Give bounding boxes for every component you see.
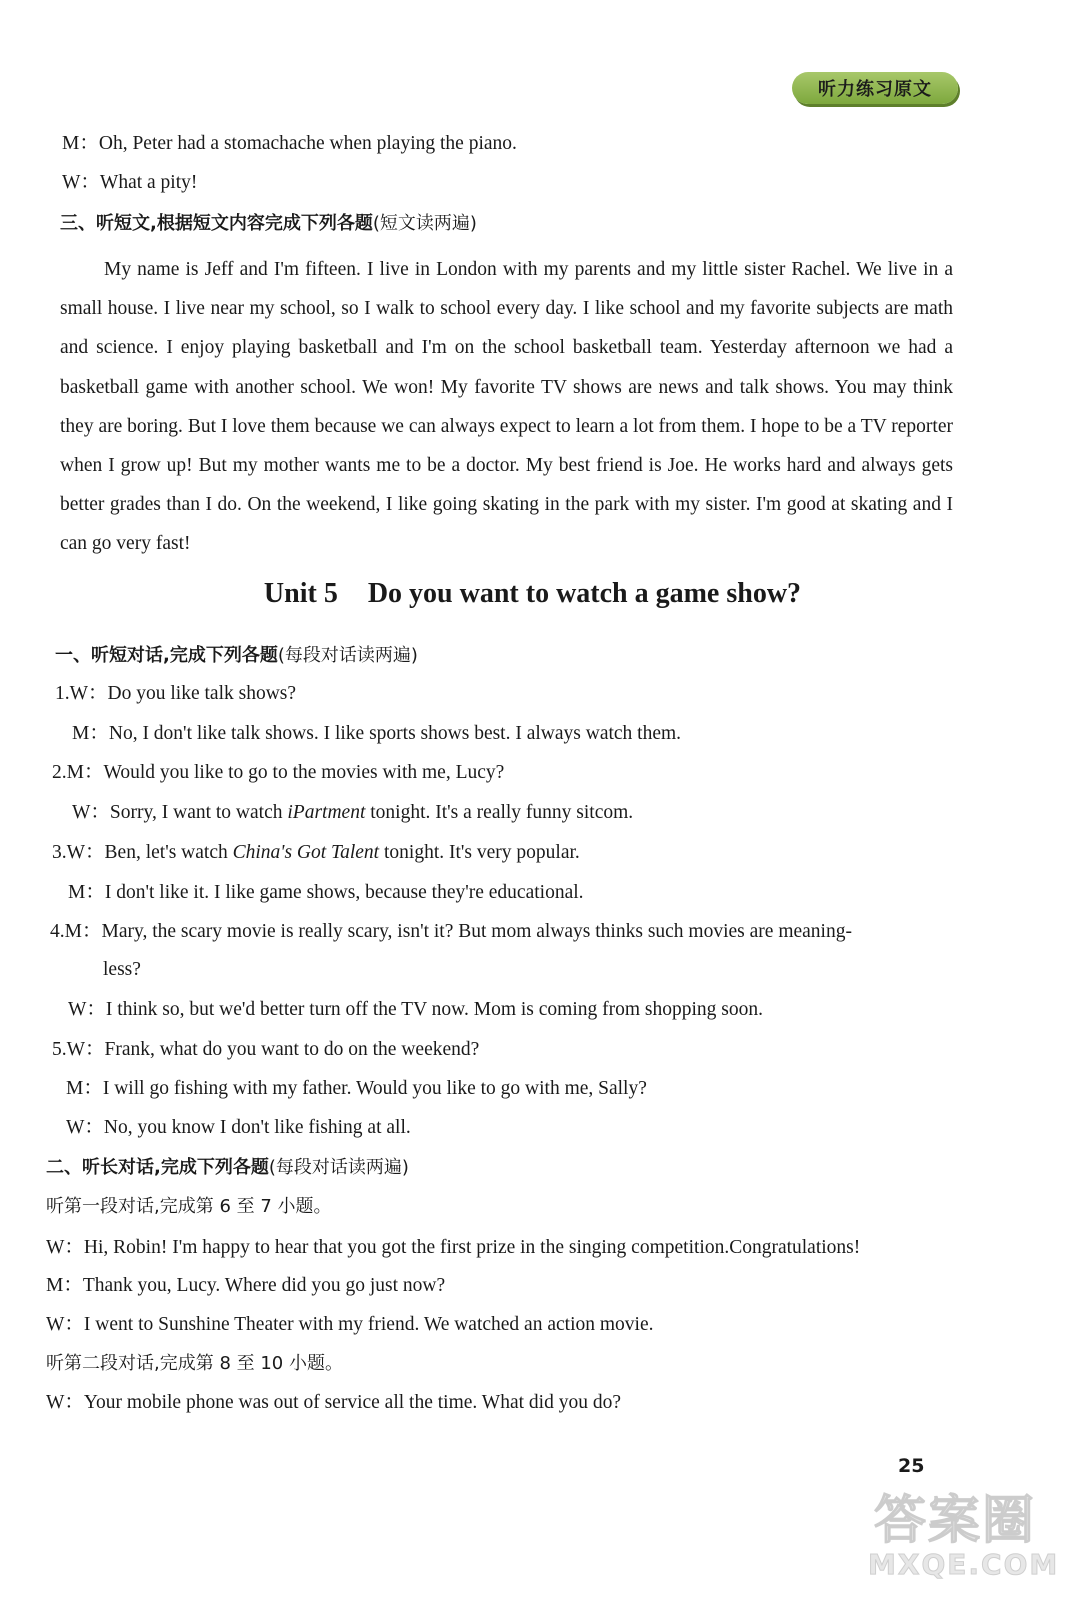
dialogue-text: Ben, let's watch — [104, 842, 233, 863]
unit-title — [0, 578, 1065, 610]
dialogue-line: W：What a pity! — [62, 170, 197, 196]
dialogue-line: 4.M：Mary, the scary movie is really scary, isn't it? But mom always thinks such movies are meaning- — [50, 921, 852, 942]
dialogue-text: No, I don't like talk shows. I like sports shows best. I always watch them. — [108, 723, 682, 744]
dialogue-text: No, you know I don't like fishing at all. — [103, 1117, 411, 1138]
section-heading — [55, 643, 418, 669]
speaker-label: M — [66, 1078, 84, 1099]
dialogue-text: What a pity! — [99, 172, 198, 193]
speaker-label: W — [69, 683, 89, 704]
dialogue-line: 2.M：Would you like to go to the movies with me, Lucy? — [52, 762, 505, 783]
item-number: 4. — [50, 921, 65, 942]
dialogue-line: W：I went to Sunshine Theater with my friend. We watched an action movie. — [46, 1314, 654, 1335]
dialogue-line: M：Oh, Peter had a stomachache when playing the piano. — [62, 131, 517, 157]
passage: My name is Jeff and I'm fifteen. I live in London with my parents and my little sister Rachel. We live in a small house. I live near my school, so I walk to school every day. I like school and my favorite subjects are math and science. I enjoy playing basketball and I'm on the school basketball team. Yesterday afternoon we had a basketball game with another school. We won! My favorite TV shows are news and talk shows. You may think they are boring. But I love them because we can always expect to learn a lot from them. I hope to be a TV reporter when I grow up! But my mother wants me to be a doctor. My best friend is Joe. He works hard and always gets better grades than I do. On the weekend, I like going skating in the park with my sister. I'm good at skating and I can go very fast! — [60, 259, 953, 555]
speaker-label: M — [72, 723, 90, 744]
dialogue-text: Thank you, Lucy. Where did you go just now? — [82, 1275, 446, 1296]
instruction-text: 听第二段对话,完成第 8 至 10 小题。 — [46, 1353, 343, 1374]
dialogue-line: 3.W：Ben, let's watch China's Got Talent tonight. It's very popular. — [52, 842, 580, 863]
dialogue-line: M：Thank you, Lucy. Where did you go just now? — [46, 1275, 446, 1296]
dialogue-text: I went to Sunshine Theater with my friend. We watched an action movie. — [83, 1314, 654, 1335]
item-number: 2. — [52, 762, 67, 783]
dialogue-line: M：I will go fishing with my father. Would you like to go with me, Sally? — [66, 1078, 647, 1099]
dialogue-text: I think so, but we'd better turn off the TV now. Mom is coming from shopping soon. — [105, 999, 763, 1020]
dialogue-text: I will go fishing with my father. Would you like to go with me, Sally? — [102, 1078, 647, 1099]
section-heading-note: (每段对话读两遍) — [268, 1157, 409, 1178]
show-title: iPartment — [287, 802, 366, 823]
speaker-label: M — [68, 882, 86, 903]
speaker-label: M — [46, 1275, 64, 1296]
section-tab — [792, 72, 958, 104]
speaker-label: W — [72, 802, 91, 823]
dialogue-text: Frank, what do you want to do on the weekend? — [104, 1039, 480, 1060]
section-heading — [60, 211, 477, 237]
watermark-logo — [868, 1478, 1058, 1593]
speaker-label: M — [64, 921, 82, 942]
dialogue-text: Do you like talk shows? — [107, 683, 297, 704]
dialogue-line: W：No, you know I don't like fishing at all. — [66, 1117, 411, 1138]
item-number: 1. — [55, 683, 70, 704]
page-number: 25 — [898, 1455, 925, 1477]
dialogue-text: Sorry, I want to watch — [109, 802, 288, 823]
dialogue-text: tonight. It's very popular. — [379, 842, 580, 863]
dialogue-line: W：Sorry, I want to watch iPartment tonight. It's a really funny sitcom. — [72, 802, 634, 823]
watermark-bottom: MXQE.COM — [868, 1548, 1060, 1581]
dialogue-text: tonight. It's a really funny sitcom. — [365, 802, 634, 823]
speaker-label: M — [62, 133, 80, 154]
unit-number: Unit 5 — [263, 578, 338, 609]
speaker-label: W — [66, 1117, 85, 1138]
speaker-label: M — [66, 762, 84, 783]
dialogue-text: Your mobile phone was out of service all the time. What did you do? — [83, 1392, 621, 1413]
section-heading — [46, 1155, 409, 1181]
dialogue-text: Hi, Robin! I'm happy to hear that you got the first prize in the singing competition.Congratulations! — [83, 1237, 861, 1258]
speaker-label: W — [46, 1314, 65, 1335]
speaker-label: W — [62, 172, 81, 193]
dialogue-text: Oh, Peter had a stomachache when playing the piano. — [98, 133, 517, 154]
dialogue-line: 1.W：Do you like talk shows? — [55, 683, 297, 704]
dialogue-text: Would you like to go to the movies with me, Lucy? — [103, 762, 505, 783]
speaker-label: W — [66, 842, 86, 863]
dialogue-text: I don't like it. I like game shows, because they're educational. — [104, 882, 584, 903]
section-heading-text: 一、听短对话,完成下列各题 — [55, 645, 278, 666]
section-heading-note: (每段对话读两遍) — [277, 645, 418, 666]
dialogue-text: Mary, the scary movie is really scary, isn't it? But mom always thinks such movies are meaning- — [101, 921, 852, 942]
dialogue-line: W：Hi, Robin! I'm happy to hear that you got the first prize in the singing competition.Congratulations! — [46, 1237, 861, 1258]
show-title: China's Got Talent — [232, 842, 380, 863]
item-number: 3. — [52, 842, 67, 863]
watermark-top: 答案圈 — [874, 1491, 1037, 1551]
section-heading-text: 二、听长对话,完成下列各题 — [46, 1157, 269, 1178]
dialogue-line: W：Your mobile phone was out of service all the time. What did you do? — [46, 1392, 621, 1413]
item-number: 5. — [52, 1039, 67, 1060]
section-tab-label: 听力练习原文 — [818, 79, 932, 100]
speaker-label: W — [46, 1237, 65, 1258]
dialogue-line — [103, 957, 141, 983]
dialogue-line: M：No, I don't like talk shows. I like sports shows best. I always watch them. — [72, 723, 682, 744]
dialogue-line: W：I think so, but we'd better turn off the TV now. Mom is coming from shopping soon. — [68, 999, 763, 1020]
section-heading-text: 三、听短文,根据短文内容完成下列各题 — [60, 213, 373, 234]
speaker-label: W — [68, 999, 87, 1020]
speaker-label: W — [46, 1392, 65, 1413]
unit-name: Do you want to watch a game show? — [367, 578, 802, 609]
dialogue-line: 5.W：Frank, what do you want to do on the weekend? — [52, 1039, 480, 1060]
instruction-text: 听第一段对话,完成第 6 至 7 小题。 — [46, 1196, 332, 1217]
dialogue-line: M：I don't like it. I like game shows, because they're educational. — [68, 882, 584, 903]
section-heading-note: (短文读两遍) — [372, 213, 477, 234]
speaker-label: W — [66, 1039, 86, 1060]
dialogue-text: less? — [103, 959, 141, 980]
